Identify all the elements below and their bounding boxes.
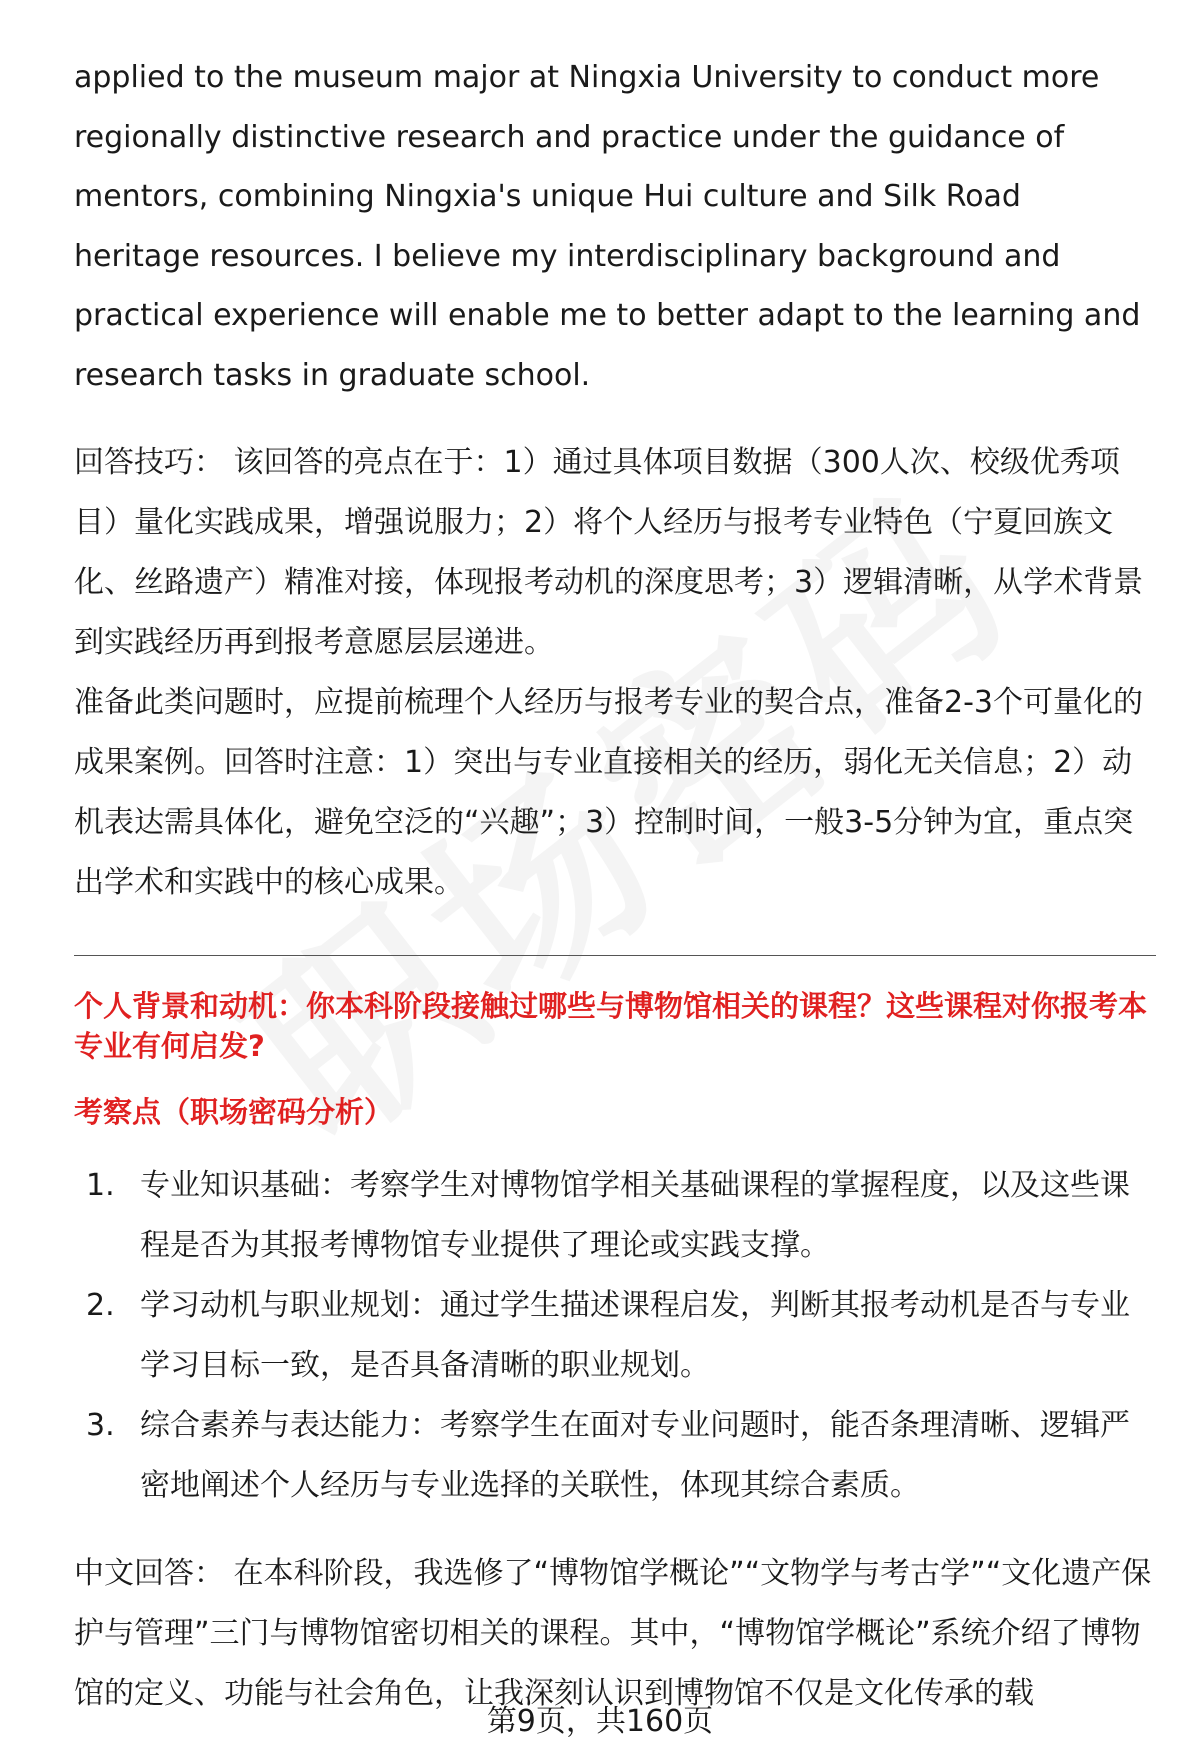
- point-text: 学习动机与职业规划：通过学生描述课程启发，判断其报考动机是否与专业学习目标一致，是否具备清晰的职业规划。: [140, 1288, 1130, 1383]
- analysis-points: [74, 1156, 1156, 1516]
- preparation-advice: 准备此类问题时，应提前梳理个人经历与报考专业的契合点，准备2-3个可量化的成果案例。回答时注意：1）突出与专业直接相关的经历，弱化无关信息；2）动机表达需具体化，避免空泛的“兴趣”；3）控制时间，一般3-5分钟为宜，重点突出学术和实践中的核心成果。: [74, 685, 1143, 900]
- point-number: 2.: [86, 1288, 115, 1323]
- point-number: 3.: [86, 1408, 115, 1443]
- page-number-footer: 第9页，共160页: [486, 1704, 714, 1739]
- analysis-point: [74, 1276, 1156, 1396]
- chinese-answer: 中文回答： 在本科阶段，我选修了“博物馆学概论”“文物学与考古学”“文化遗产保护与管理”三门与博物馆密切相关的课程。其中，“博物馆学概论”系统介绍了博物馆的定义、功能与社会角色，让我深刻认识到博物馆不仅是文化传承的载: [74, 1556, 1152, 1711]
- english-answer-continuation: applied to the museum major at Ningxia University to conduct more regionally distinctive research and practice under the guidance of mentors, combining Ningxia's unique Hui culture and Silk Road heritage resources. I believe my interdisciplinary background and practical experience will enable me to better adapt to the learning and research tasks in graduate school.: [74, 60, 1141, 393]
- section-divider: [74, 955, 1156, 956]
- point-text: 综合素养与表达能力：考察学生在面对专业问题时，能否条理清晰、逻辑严密地阐述个人经历与专业选择的关联性，体现其综合素质。: [140, 1408, 1130, 1503]
- answer-tips: 回答技巧： 该回答的亮点在于：1）通过具体项目数据（300人次、校级优秀项目）量化实践成果，增强说服力；2）将个人经历与报考专业特色（宁夏回族文化、丝路遗产）精准对接，体现报考动机的深度思考；3）逻辑清晰，从学术背景到实践经历再到报考意愿层层递进。: [74, 445, 1144, 660]
- page-content: [74, 48, 1156, 1724]
- analysis-point: [74, 1396, 1156, 1516]
- analysis-heading: 考察点（职场密码分析）: [74, 1095, 394, 1129]
- analysis-point: [74, 1156, 1156, 1276]
- interview-question: 个人背景和动机：你本科阶段接触过哪些与博物馆相关的课程？这些课程对你报考本专业有何启发?: [74, 989, 1148, 1063]
- point-text: 专业知识基础：考察学生对博物馆学相关基础课程的掌握程度，以及这些课程是否为其报考博物馆专业提供了理论或实践支撑。: [140, 1168, 1130, 1263]
- point-number: 1.: [86, 1168, 115, 1203]
